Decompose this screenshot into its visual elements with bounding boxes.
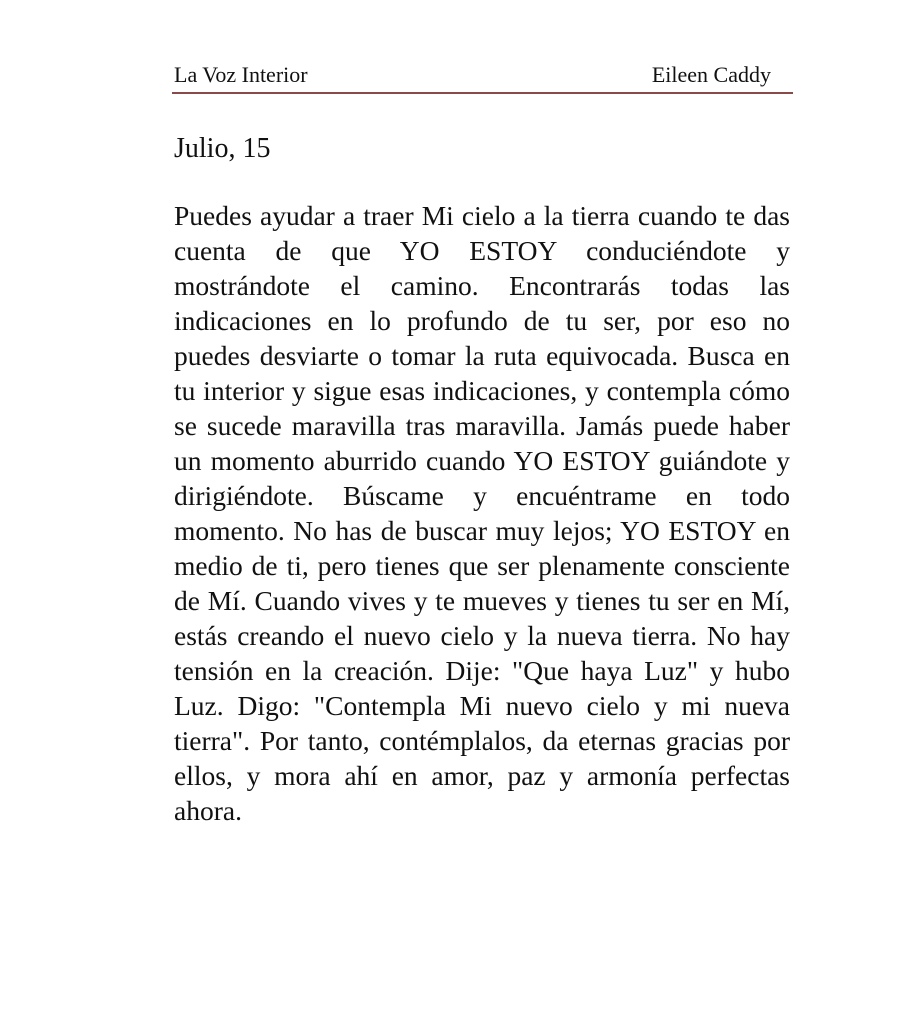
running-header <box>172 60 793 94</box>
author-name: Eileen Caddy <box>651 62 771 87</box>
book-title: La Voz Interior <box>174 62 308 87</box>
entry-text: Puedes ayudar a traer Mi cielo a la tierra cuando te das cuenta de que YO ESTOY conduciéndote y mostrándote el camino. Encontrarás todas las indicaciones en lo profundo de tu ser, por eso no puedes desviarte o tomar la ruta equivocada. Busca en tu interior y sigue esas indicaciones, y contempla cómo se sucede maravilla tras maravilla. Jamás puede haber un momento aburrido cuando YO ESTOY guiándote y dirigiéndote. Búscame y encuéntrame en todo momento. No has de buscar muy lejos; YO ESTOY en medio de ti, pero tienes que ser plenamente consciente de Mí. Cuando vives y te mueves y tienes tu ser en Mí, estás creando el nuevo cielo y la nueva tierra. No hay tensión en la creación. Dije: "Que haya Luz" y hubo Luz. Digo: "Contempla Mi nuevo cielo y mi nueva tierra". Por tanto, contémplalos, da eternas gracias por ellos, y mora ahí en amor, paz y armonía perfectas ahora. <box>174 200 790 826</box>
entry-date: Julio, 15 <box>174 133 271 164</box>
